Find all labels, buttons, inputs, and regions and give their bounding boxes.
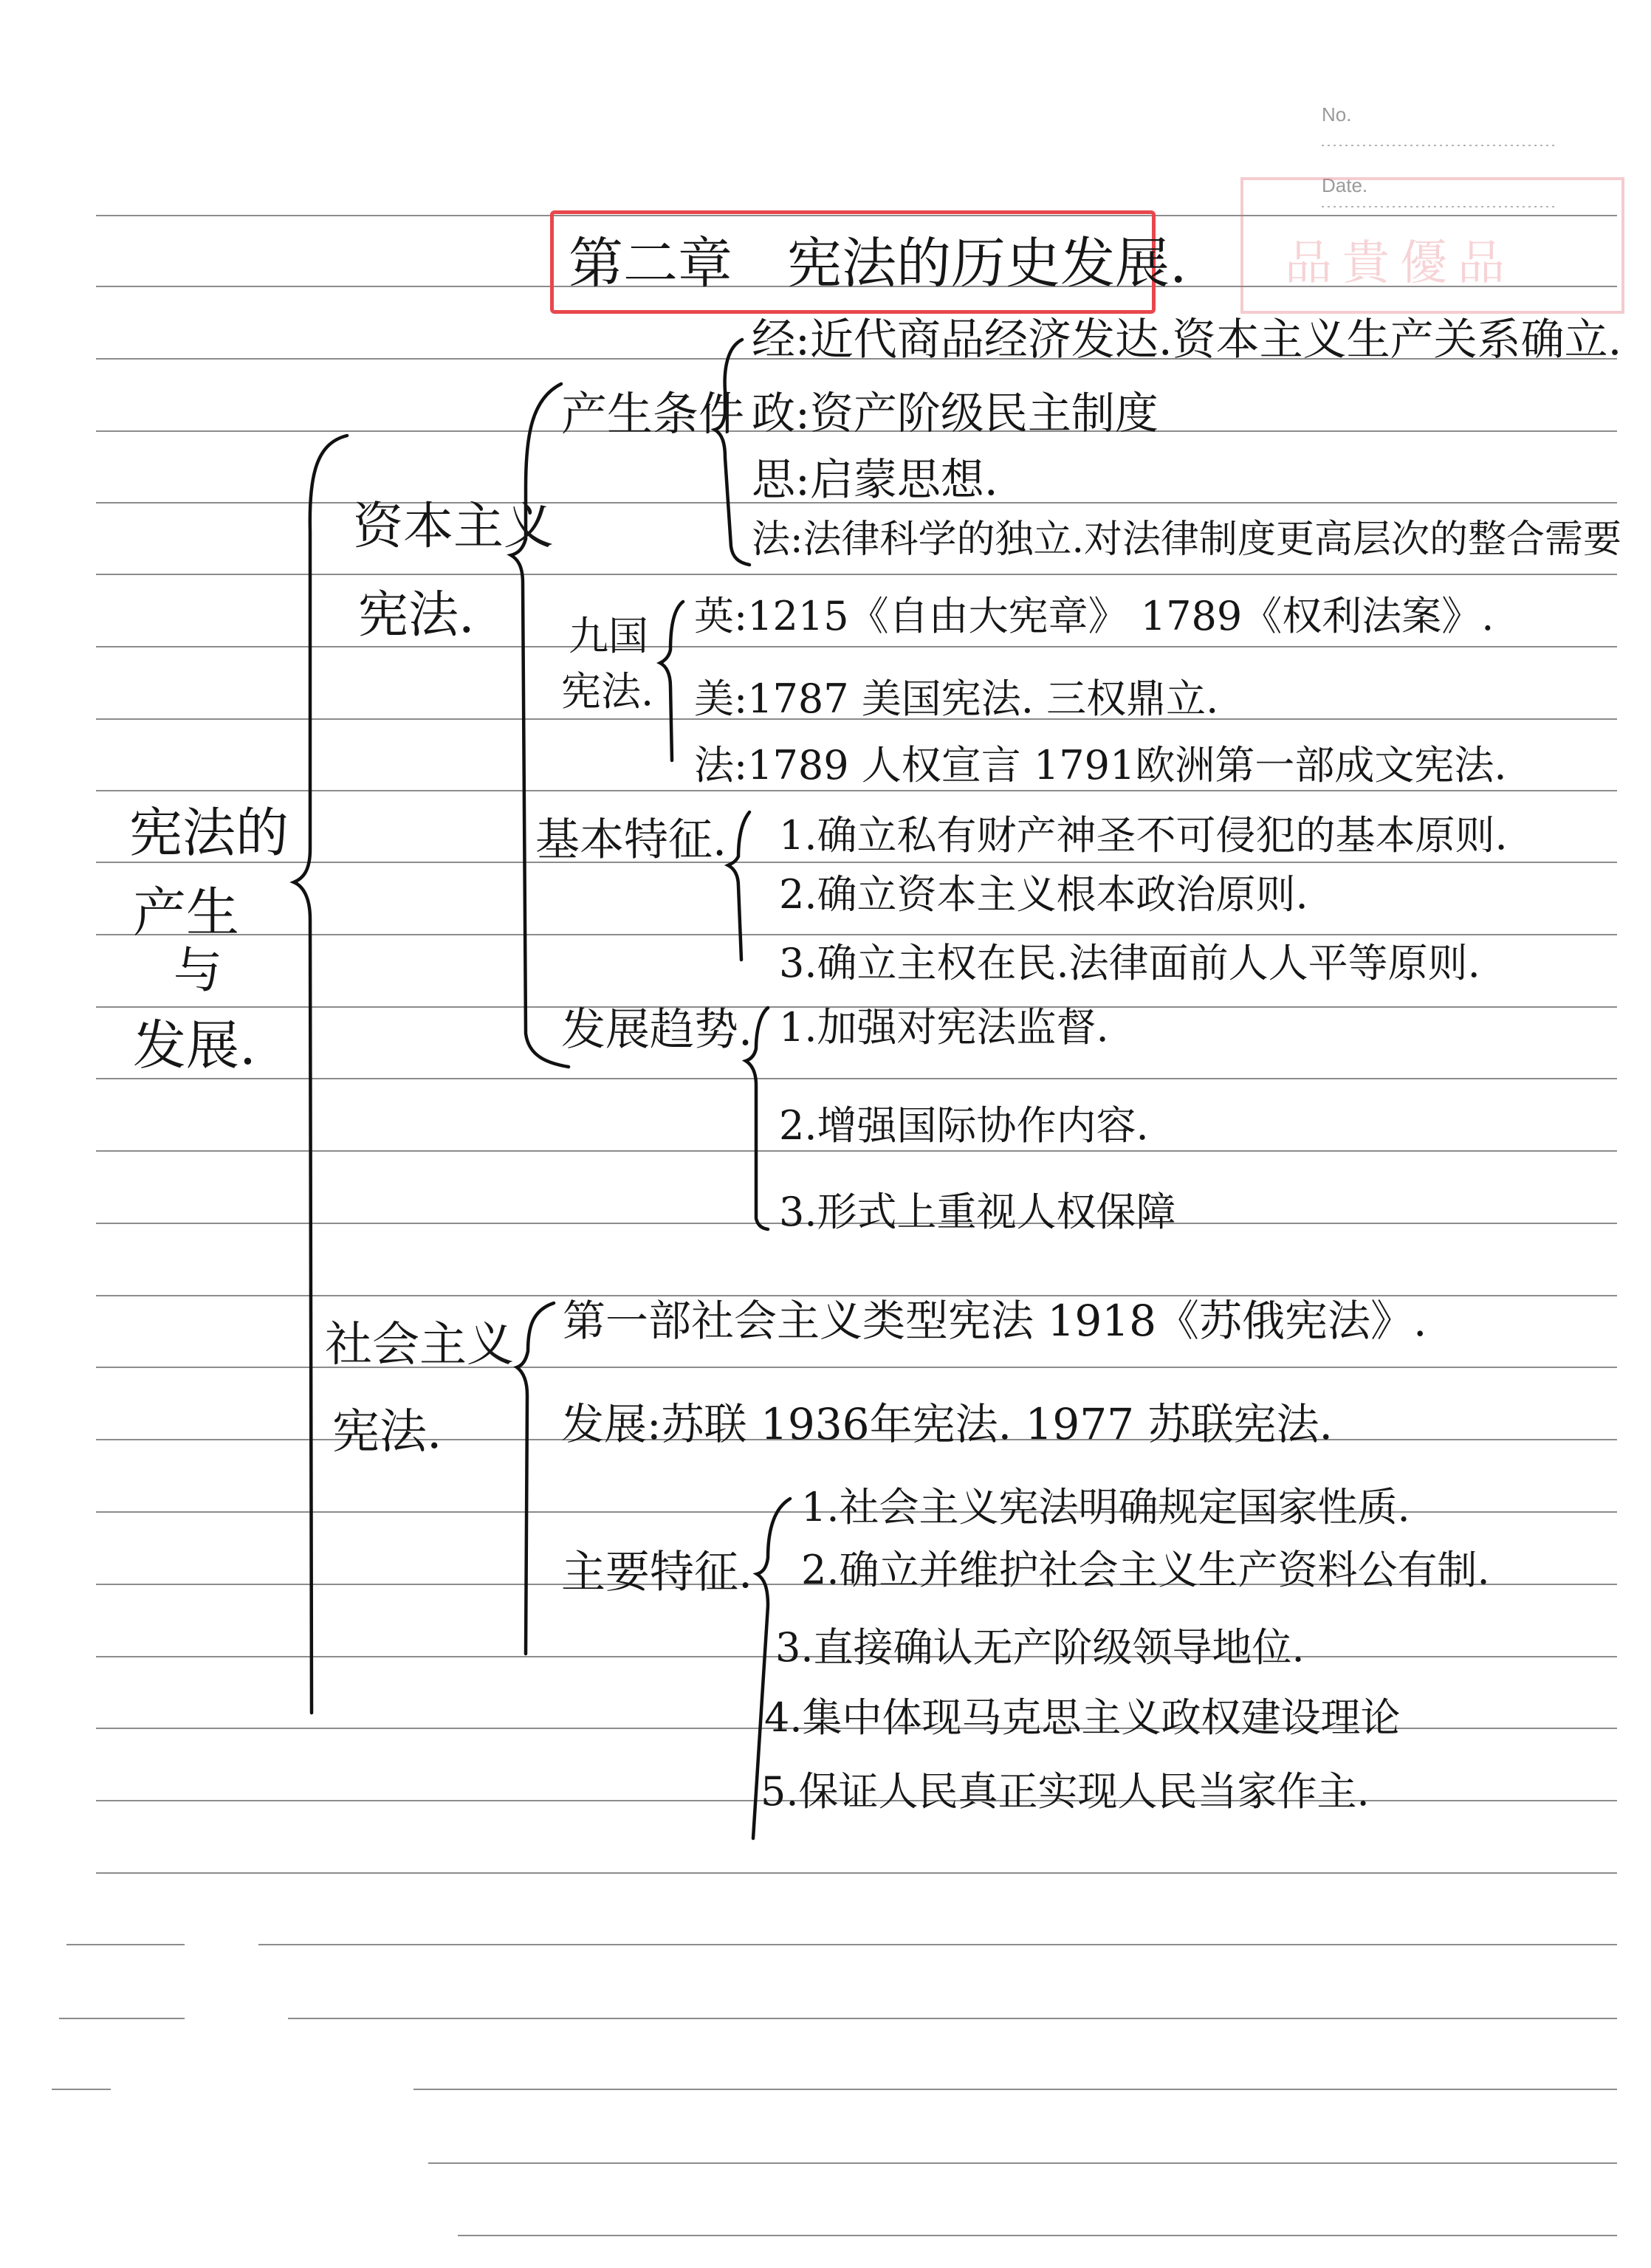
stamp-text: 品貴優品 — [1285, 236, 1515, 291]
trend-item: 3.形式上重视人权保障 — [779, 1189, 1176, 1235]
socialist-first-constitution: 第一部社会主义类型宪法 1918《苏俄宪法》. — [563, 1296, 1427, 1346]
condition-item: 政:资产阶级民主制度 — [752, 388, 1159, 439]
main-feature-item: 5.保证人民真正实现人民当家作主. — [761, 1768, 1370, 1815]
basic-feature-item: 2.确立资本主义根本政治原则. — [779, 871, 1308, 918]
main-feature-item: 4.集中体现马克思主义政权建设理论 — [764, 1694, 1401, 1741]
header-no-label: No. — [1322, 103, 1352, 126]
capitalist-label-line-1: 资本主义 — [353, 498, 555, 556]
nine-countries-label-line-1: 九国 — [569, 613, 648, 659]
trend-item: 1.加强对宪法监督. — [779, 1004, 1109, 1051]
condition-item: 思:启蒙思想. — [752, 454, 998, 505]
header-date-label: Date. — [1322, 174, 1368, 196]
chapter-title: 第二章 宪法的历史发展. — [569, 232, 1187, 295]
socialist-label-line-2: 宪法. — [332, 1405, 442, 1460]
main-feature-item: 1.社会主义宪法明确规定国家性质. — [801, 1484, 1410, 1530]
basic-feature-item: 1.确立私有财产神圣不可侵犯的基本原则. — [779, 812, 1508, 859]
root-label-line-4: 发展. — [133, 1014, 256, 1076]
conditions-label: 产生条件 — [561, 387, 745, 441]
main-feature-item: 3.直接确认无产阶级领导地位. — [775, 1624, 1305, 1671]
root-label-line-3: 与 — [174, 942, 222, 999]
socialist-development: 发展:苏联 1936年宪法. 1977 苏联宪法. — [561, 1399, 1333, 1449]
socialist-label-line-1: 社会主义 — [325, 1318, 514, 1372]
trends-label: 发展趋势. — [561, 1004, 753, 1056]
main-features-label: 主要特征. — [561, 1547, 753, 1598]
nine-countries-label-line-2: 宪法. — [561, 668, 654, 715]
basic-features-label: 基本特征. — [535, 814, 727, 866]
main-feature-item: 2.确立并维护社会主义生产资料公有制. — [801, 1547, 1490, 1593]
condition-item: 经:近代商品经济发达.资本主义生产关系确立. — [752, 314, 1622, 365]
basic-feature-item: 3.确立主权在民.法律面前人人平等原则. — [779, 940, 1480, 986]
country-item: 法:1789 人权宣言 1791欧洲第一部成文宪法. — [694, 742, 1507, 788]
condition-item: 法:法律科学的独立.对法律制度更高层次的整合需要 — [752, 518, 1622, 562]
country-item: 英:1215《自由大宪章》 1789《权利法案》. — [694, 593, 1494, 639]
mindmap-brackets — [294, 340, 790, 1838]
root-label-line-2: 产生 — [133, 882, 240, 944]
capitalist-label-line-2: 宪法. — [358, 586, 475, 645]
country-item: 美:1787 美国宪法. 三权鼎立. — [694, 676, 1219, 722]
root-label-line-1: 宪法的 — [129, 802, 289, 864]
trend-item: 2.增强国际协作内容. — [779, 1102, 1149, 1149]
